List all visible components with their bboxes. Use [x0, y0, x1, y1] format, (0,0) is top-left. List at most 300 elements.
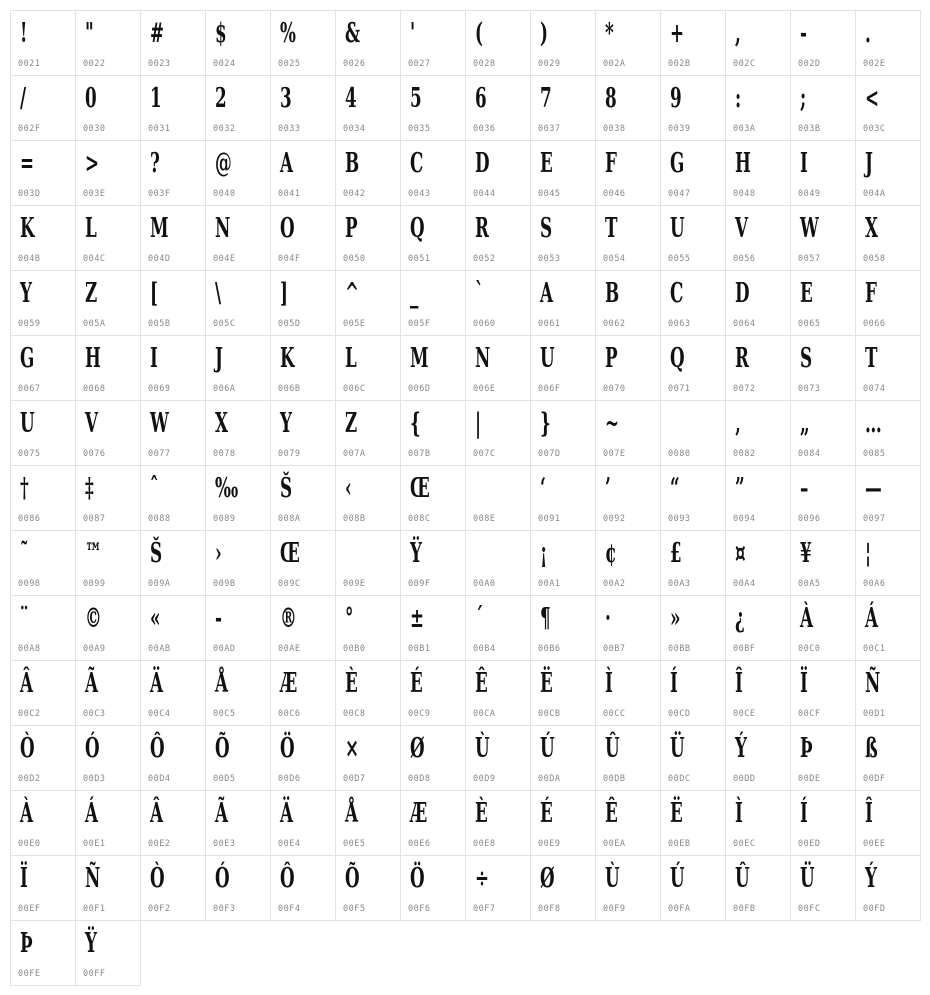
code-label: 0075 [18, 449, 41, 459]
code-label: 006A [213, 384, 236, 394]
glyph-cell[interactable] [270, 10, 336, 76]
glyph-cell[interactable] [595, 465, 661, 531]
glyph-cell[interactable] [400, 335, 466, 401]
glyph-cell[interactable] [400, 140, 466, 206]
glyph-cell[interactable] [855, 400, 921, 466]
glyph-cell[interactable] [270, 335, 336, 401]
glyph-cell[interactable] [205, 205, 271, 271]
glyph-cell[interactable] [530, 725, 596, 791]
glyph-cell[interactable] [270, 855, 336, 921]
glyph: ‘ [540, 473, 546, 504]
glyph: [ [150, 278, 158, 309]
glyph-cell[interactable] [75, 920, 141, 986]
glyph-cell[interactable] [530, 140, 596, 206]
glyph-cell[interactable] [725, 465, 791, 531]
glyph-cell[interactable] [855, 725, 921, 791]
glyph: / [20, 83, 27, 114]
code-label: 00D7 [343, 774, 366, 784]
glyph-cell[interactable] [855, 465, 921, 531]
glyph-cell[interactable] [790, 595, 856, 661]
glyph: V [735, 213, 748, 244]
glyph: V [85, 408, 98, 439]
glyph-cell[interactable] [595, 595, 661, 661]
glyph: ´ [475, 603, 484, 634]
glyph-cell[interactable] [725, 335, 791, 401]
glyph-cell[interactable] [140, 595, 206, 661]
glyph-cell[interactable] [595, 140, 661, 206]
glyph-cell[interactable] [790, 855, 856, 921]
glyph-cell[interactable] [790, 335, 856, 401]
glyph-cell[interactable] [595, 855, 661, 921]
glyph-cell[interactable] [10, 335, 76, 401]
glyph-cell[interactable] [465, 335, 531, 401]
code-label: 00EB [668, 839, 691, 849]
glyph-cell[interactable] [595, 660, 661, 726]
glyph-cell[interactable] [140, 400, 206, 466]
glyph-cell[interactable] [530, 270, 596, 336]
code-label: 002F [18, 124, 41, 134]
glyph-cell[interactable] [595, 725, 661, 791]
glyph-cell[interactable] [595, 270, 661, 336]
code-label: 00A1 [538, 579, 561, 589]
glyph: Ú [670, 863, 685, 894]
glyph-cell[interactable] [855, 790, 921, 856]
glyph-cell[interactable] [595, 400, 661, 466]
glyph-cell[interactable] [465, 400, 531, 466]
glyph-cell[interactable] [75, 595, 141, 661]
glyph-cell[interactable] [205, 465, 271, 531]
glyph-cell[interactable] [270, 400, 336, 466]
glyph-cell[interactable] [790, 725, 856, 791]
glyph: N [475, 343, 491, 374]
glyph-cell[interactable] [660, 660, 726, 726]
glyph: Õ [345, 863, 360, 894]
glyph-cell[interactable] [660, 400, 726, 466]
code-label: 0057 [798, 254, 821, 264]
glyph-cell[interactable] [75, 855, 141, 921]
glyph-cell[interactable] [140, 270, 206, 336]
glyph-cell[interactable] [75, 205, 141, 271]
glyph: ~ [605, 408, 620, 439]
code-label: 00EC [733, 839, 756, 849]
glyph: ( [475, 18, 483, 49]
code-label: 00C1 [863, 644, 886, 654]
glyph: Z [345, 408, 358, 439]
glyph-cell[interactable] [205, 855, 271, 921]
glyph-cell[interactable] [660, 465, 726, 531]
glyph-cell[interactable] [75, 465, 141, 531]
glyph-cell[interactable] [10, 400, 76, 466]
glyph-cell[interactable] [205, 400, 271, 466]
glyph-cell[interactable] [75, 10, 141, 76]
glyph-cell[interactable] [10, 855, 76, 921]
glyph-cell[interactable] [335, 725, 401, 791]
glyph-cell[interactable] [660, 140, 726, 206]
code-label: 0049 [798, 189, 821, 199]
glyph-cell[interactable] [725, 530, 791, 596]
code-label: 0024 [213, 59, 236, 69]
glyph-cell[interactable] [10, 75, 76, 141]
glyph-cell[interactable] [725, 270, 791, 336]
glyph-cell[interactable] [725, 205, 791, 271]
glyph-cell[interactable] [140, 660, 206, 726]
glyph-cell[interactable] [790, 790, 856, 856]
glyph-cell[interactable] [10, 10, 76, 76]
glyph-cell[interactable] [270, 75, 336, 141]
glyph-cell[interactable] [205, 790, 271, 856]
glyph-cell[interactable] [10, 920, 76, 986]
glyph-cell[interactable] [335, 205, 401, 271]
glyph-cell[interactable] [530, 790, 596, 856]
code-label: 00E3 [213, 839, 236, 849]
code-label: 00C6 [278, 709, 301, 719]
glyph: Å [215, 668, 228, 699]
glyph-cell[interactable] [10, 140, 76, 206]
glyph-cell[interactable] [400, 205, 466, 271]
glyph-cell[interactable] [790, 205, 856, 271]
glyph-cell[interactable] [10, 270, 76, 336]
glyph-cell[interactable] [790, 140, 856, 206]
glyph: Ò [20, 733, 35, 764]
code-label: 004F [278, 254, 301, 264]
glyph-cell[interactable] [335, 465, 401, 531]
glyph-cell[interactable] [75, 660, 141, 726]
glyph: ÷ [475, 863, 490, 894]
glyph-cell[interactable] [855, 270, 921, 336]
glyph-cell[interactable] [855, 855, 921, 921]
glyph-cell[interactable] [855, 335, 921, 401]
glyph-cell[interactable] [140, 790, 206, 856]
glyph-cell[interactable] [335, 400, 401, 466]
glyph-cell[interactable] [530, 855, 596, 921]
glyph: Ö [410, 863, 425, 894]
code-label: 00CA [473, 709, 496, 719]
code-label: 00D6 [278, 774, 301, 784]
glyph-cell[interactable] [465, 595, 531, 661]
code-label: 0035 [408, 124, 431, 134]
code-label: 00E5 [343, 839, 366, 849]
glyph-cell[interactable] [270, 270, 336, 336]
glyph-cell[interactable] [205, 595, 271, 661]
glyph: - [215, 603, 222, 634]
glyph-cell[interactable] [140, 205, 206, 271]
code-label: 008A [278, 514, 301, 524]
glyph-cell[interactable] [270, 140, 336, 206]
code-label: 0036 [473, 124, 496, 134]
glyph-cell[interactable] [855, 10, 921, 76]
glyph: × [345, 733, 360, 764]
glyph-cell[interactable] [660, 75, 726, 141]
code-label: 00A3 [668, 579, 691, 589]
glyph: J [215, 343, 223, 374]
glyph-cell[interactable] [725, 855, 791, 921]
glyph-cell[interactable] [270, 725, 336, 791]
glyph-cell[interactable] [400, 400, 466, 466]
code-label: 0026 [343, 59, 366, 69]
glyph-cell[interactable] [335, 270, 401, 336]
code-label: 00CE [733, 709, 756, 719]
glyph-cell[interactable] [335, 530, 401, 596]
glyph-cell[interactable] [530, 530, 596, 596]
glyph-cell[interactable] [725, 725, 791, 791]
code-label: 00C9 [408, 709, 431, 719]
glyph-cell[interactable] [790, 400, 856, 466]
code-label: 00FE [18, 969, 41, 979]
glyph-cell[interactable] [530, 660, 596, 726]
glyph-cell[interactable] [660, 855, 726, 921]
glyph-cell[interactable] [270, 790, 336, 856]
glyph-cell[interactable] [790, 75, 856, 141]
glyph-cell[interactable] [205, 75, 271, 141]
glyph-cell[interactable] [335, 595, 401, 661]
glyph-cell[interactable] [855, 660, 921, 726]
glyph-cell[interactable] [660, 10, 726, 76]
glyph-cell[interactable] [725, 10, 791, 76]
glyph-cell[interactable] [205, 10, 271, 76]
glyph-cell[interactable] [140, 335, 206, 401]
glyph-cell[interactable] [270, 465, 336, 531]
glyph: Ã [85, 668, 98, 699]
glyph: Ó [85, 733, 100, 764]
glyph: | [475, 408, 482, 439]
glyph-cell[interactable] [75, 790, 141, 856]
glyph-cell[interactable] [595, 75, 661, 141]
glyph-cell[interactable] [335, 335, 401, 401]
glyph-cell[interactable] [790, 270, 856, 336]
glyph: ‰ [215, 473, 239, 504]
glyph-cell[interactable] [75, 725, 141, 791]
glyph-cell[interactable] [465, 10, 531, 76]
glyph-cell[interactable] [270, 660, 336, 726]
glyph-cell[interactable] [660, 790, 726, 856]
code-label: 0039 [668, 124, 691, 134]
glyph-cell[interactable] [595, 335, 661, 401]
code-label: 0069 [148, 384, 171, 394]
glyph-cell[interactable] [10, 530, 76, 596]
glyph: S [800, 343, 813, 374]
code-label: 0098 [18, 579, 41, 589]
code-label: 0054 [603, 254, 626, 264]
glyph-cell[interactable] [790, 10, 856, 76]
glyph-cell[interactable] [10, 595, 76, 661]
code-label: 0084 [798, 449, 821, 459]
glyph-cell[interactable] [465, 75, 531, 141]
glyph-cell[interactable] [725, 790, 791, 856]
glyph: Ñ [85, 863, 101, 894]
glyph-cell[interactable] [10, 725, 76, 791]
glyph: . [865, 18, 871, 49]
glyph-cell[interactable] [530, 10, 596, 76]
glyph-cell[interactable] [10, 205, 76, 271]
glyph: ‡ [85, 473, 94, 504]
glyph-cell[interactable] [205, 270, 271, 336]
glyph-cell[interactable] [725, 660, 791, 726]
code-label: 00C2 [18, 709, 41, 719]
glyph: O [280, 213, 295, 244]
glyph-cell[interactable] [140, 530, 206, 596]
glyph-cell[interactable] [205, 140, 271, 206]
glyph-cell[interactable] [400, 270, 466, 336]
code-label: 00DF [863, 774, 886, 784]
glyph-cell[interactable] [270, 530, 336, 596]
glyph-cell[interactable] [75, 270, 141, 336]
glyph-cell[interactable] [335, 10, 401, 76]
glyph: Ó [215, 863, 230, 894]
glyph-cell[interactable] [140, 855, 206, 921]
glyph-cell[interactable] [595, 10, 661, 76]
glyph-cell[interactable] [855, 595, 921, 661]
glyph: £ [670, 538, 682, 569]
glyph-cell[interactable] [140, 465, 206, 531]
glyph-cell[interactable] [530, 595, 596, 661]
glyph-cell[interactable] [400, 660, 466, 726]
glyph: _ [410, 278, 419, 309]
glyph: X [215, 408, 228, 439]
glyph: " [85, 18, 94, 49]
code-label: 00F3 [213, 904, 236, 914]
glyph-cell[interactable] [335, 790, 401, 856]
glyph-cell[interactable] [660, 205, 726, 271]
character-grid [10, 10, 920, 985]
glyph-cell[interactable] [530, 75, 596, 141]
glyph-cell[interactable] [465, 205, 531, 271]
glyph-cell[interactable] [335, 140, 401, 206]
glyph-cell[interactable] [400, 790, 466, 856]
code-label: 00BB [668, 644, 691, 654]
glyph-cell[interactable] [465, 530, 531, 596]
code-label: 003E [83, 189, 106, 199]
code-label: 007B [408, 449, 431, 459]
glyph-cell[interactable] [530, 465, 596, 531]
glyph-cell[interactable] [660, 335, 726, 401]
glyph-cell[interactable] [530, 400, 596, 466]
glyph-cell[interactable] [725, 140, 791, 206]
glyph: D [475, 148, 490, 179]
glyph-cell[interactable] [400, 10, 466, 76]
glyph-cell[interactable] [335, 75, 401, 141]
glyph-cell[interactable] [790, 660, 856, 726]
glyph: F [605, 148, 617, 179]
glyph-cell[interactable] [855, 530, 921, 596]
glyph-cell[interactable] [465, 660, 531, 726]
glyph-cell[interactable] [725, 400, 791, 466]
glyph-cell[interactable] [530, 335, 596, 401]
glyph: Û [735, 863, 750, 894]
glyph-cell[interactable] [400, 465, 466, 531]
code-label: 00D5 [213, 774, 236, 784]
glyph: U [540, 343, 555, 374]
glyph-cell[interactable] [75, 75, 141, 141]
glyph-cell[interactable] [75, 335, 141, 401]
glyph: J [865, 148, 873, 179]
glyph-cell[interactable] [725, 595, 791, 661]
glyph: 8 [605, 83, 617, 114]
code-label: 00F1 [83, 904, 106, 914]
glyph-cell[interactable] [660, 270, 726, 336]
glyph-cell[interactable] [465, 855, 531, 921]
glyph-cell[interactable] [270, 595, 336, 661]
glyph-cell[interactable] [10, 790, 76, 856]
code-label: 00A9 [83, 644, 106, 654]
code-label: 00F5 [343, 904, 366, 914]
glyph: C [670, 278, 684, 309]
glyph-cell[interactable] [335, 855, 401, 921]
glyph-cell[interactable] [75, 140, 141, 206]
glyph-cell[interactable] [140, 725, 206, 791]
code-label: 005D [278, 319, 301, 329]
glyph: Š [150, 538, 163, 569]
glyph-cell[interactable] [75, 530, 141, 596]
code-label: 00AD [213, 644, 236, 654]
code-label: 00C5 [213, 709, 236, 719]
glyph: Q [670, 343, 685, 374]
glyph-cell[interactable] [855, 140, 921, 206]
glyph-cell[interactable] [400, 595, 466, 661]
code-label: 007D [538, 449, 561, 459]
glyph: G [670, 148, 685, 179]
code-label: 009F [408, 579, 431, 589]
glyph-cell[interactable] [75, 400, 141, 466]
glyph: I [800, 148, 808, 179]
glyph-cell[interactable] [660, 595, 726, 661]
glyph-cell[interactable] [205, 530, 271, 596]
glyph: S [540, 213, 553, 244]
glyph-cell[interactable] [10, 465, 76, 531]
glyph-cell[interactable] [465, 140, 531, 206]
glyph-cell[interactable] [595, 205, 661, 271]
glyph-cell[interactable] [725, 75, 791, 141]
glyph-cell[interactable] [400, 75, 466, 141]
glyph-cell[interactable] [660, 530, 726, 596]
code-label: 007A [343, 449, 366, 459]
glyph-cell[interactable] [855, 205, 921, 271]
glyph-cell[interactable] [465, 270, 531, 336]
glyph-cell[interactable] [595, 790, 661, 856]
glyph-cell[interactable] [465, 725, 531, 791]
glyph-cell[interactable] [595, 530, 661, 596]
glyph-cell[interactable] [205, 660, 271, 726]
glyph-cell[interactable] [10, 660, 76, 726]
glyph-cell[interactable] [140, 10, 206, 76]
glyph-cell[interactable] [400, 530, 466, 596]
glyph: ™ [85, 538, 102, 569]
glyph-cell[interactable] [205, 335, 271, 401]
glyph-cell[interactable] [465, 790, 531, 856]
glyph-cell[interactable] [400, 725, 466, 791]
glyph-cell[interactable] [465, 465, 531, 531]
code-label: 009E [343, 579, 366, 589]
glyph-cell[interactable] [140, 75, 206, 141]
code-label: 00A2 [603, 579, 626, 589]
glyph-cell[interactable] [530, 205, 596, 271]
glyph-cell[interactable] [140, 140, 206, 206]
glyph-cell[interactable] [855, 75, 921, 141]
glyph-cell[interactable] [790, 465, 856, 531]
glyph: ‹ [345, 473, 352, 504]
glyph: « [150, 603, 161, 634]
glyph: Å [345, 798, 358, 829]
glyph-cell[interactable] [790, 530, 856, 596]
glyph-cell[interactable] [335, 660, 401, 726]
code-label: 0073 [798, 384, 821, 394]
glyph-cell[interactable] [660, 725, 726, 791]
glyph-cell[interactable] [205, 725, 271, 791]
glyph-cell[interactable] [270, 205, 336, 271]
code-label: 00F6 [408, 904, 431, 914]
glyph: P [345, 213, 358, 244]
glyph: Q [410, 213, 425, 244]
glyph-cell[interactable] [400, 855, 466, 921]
